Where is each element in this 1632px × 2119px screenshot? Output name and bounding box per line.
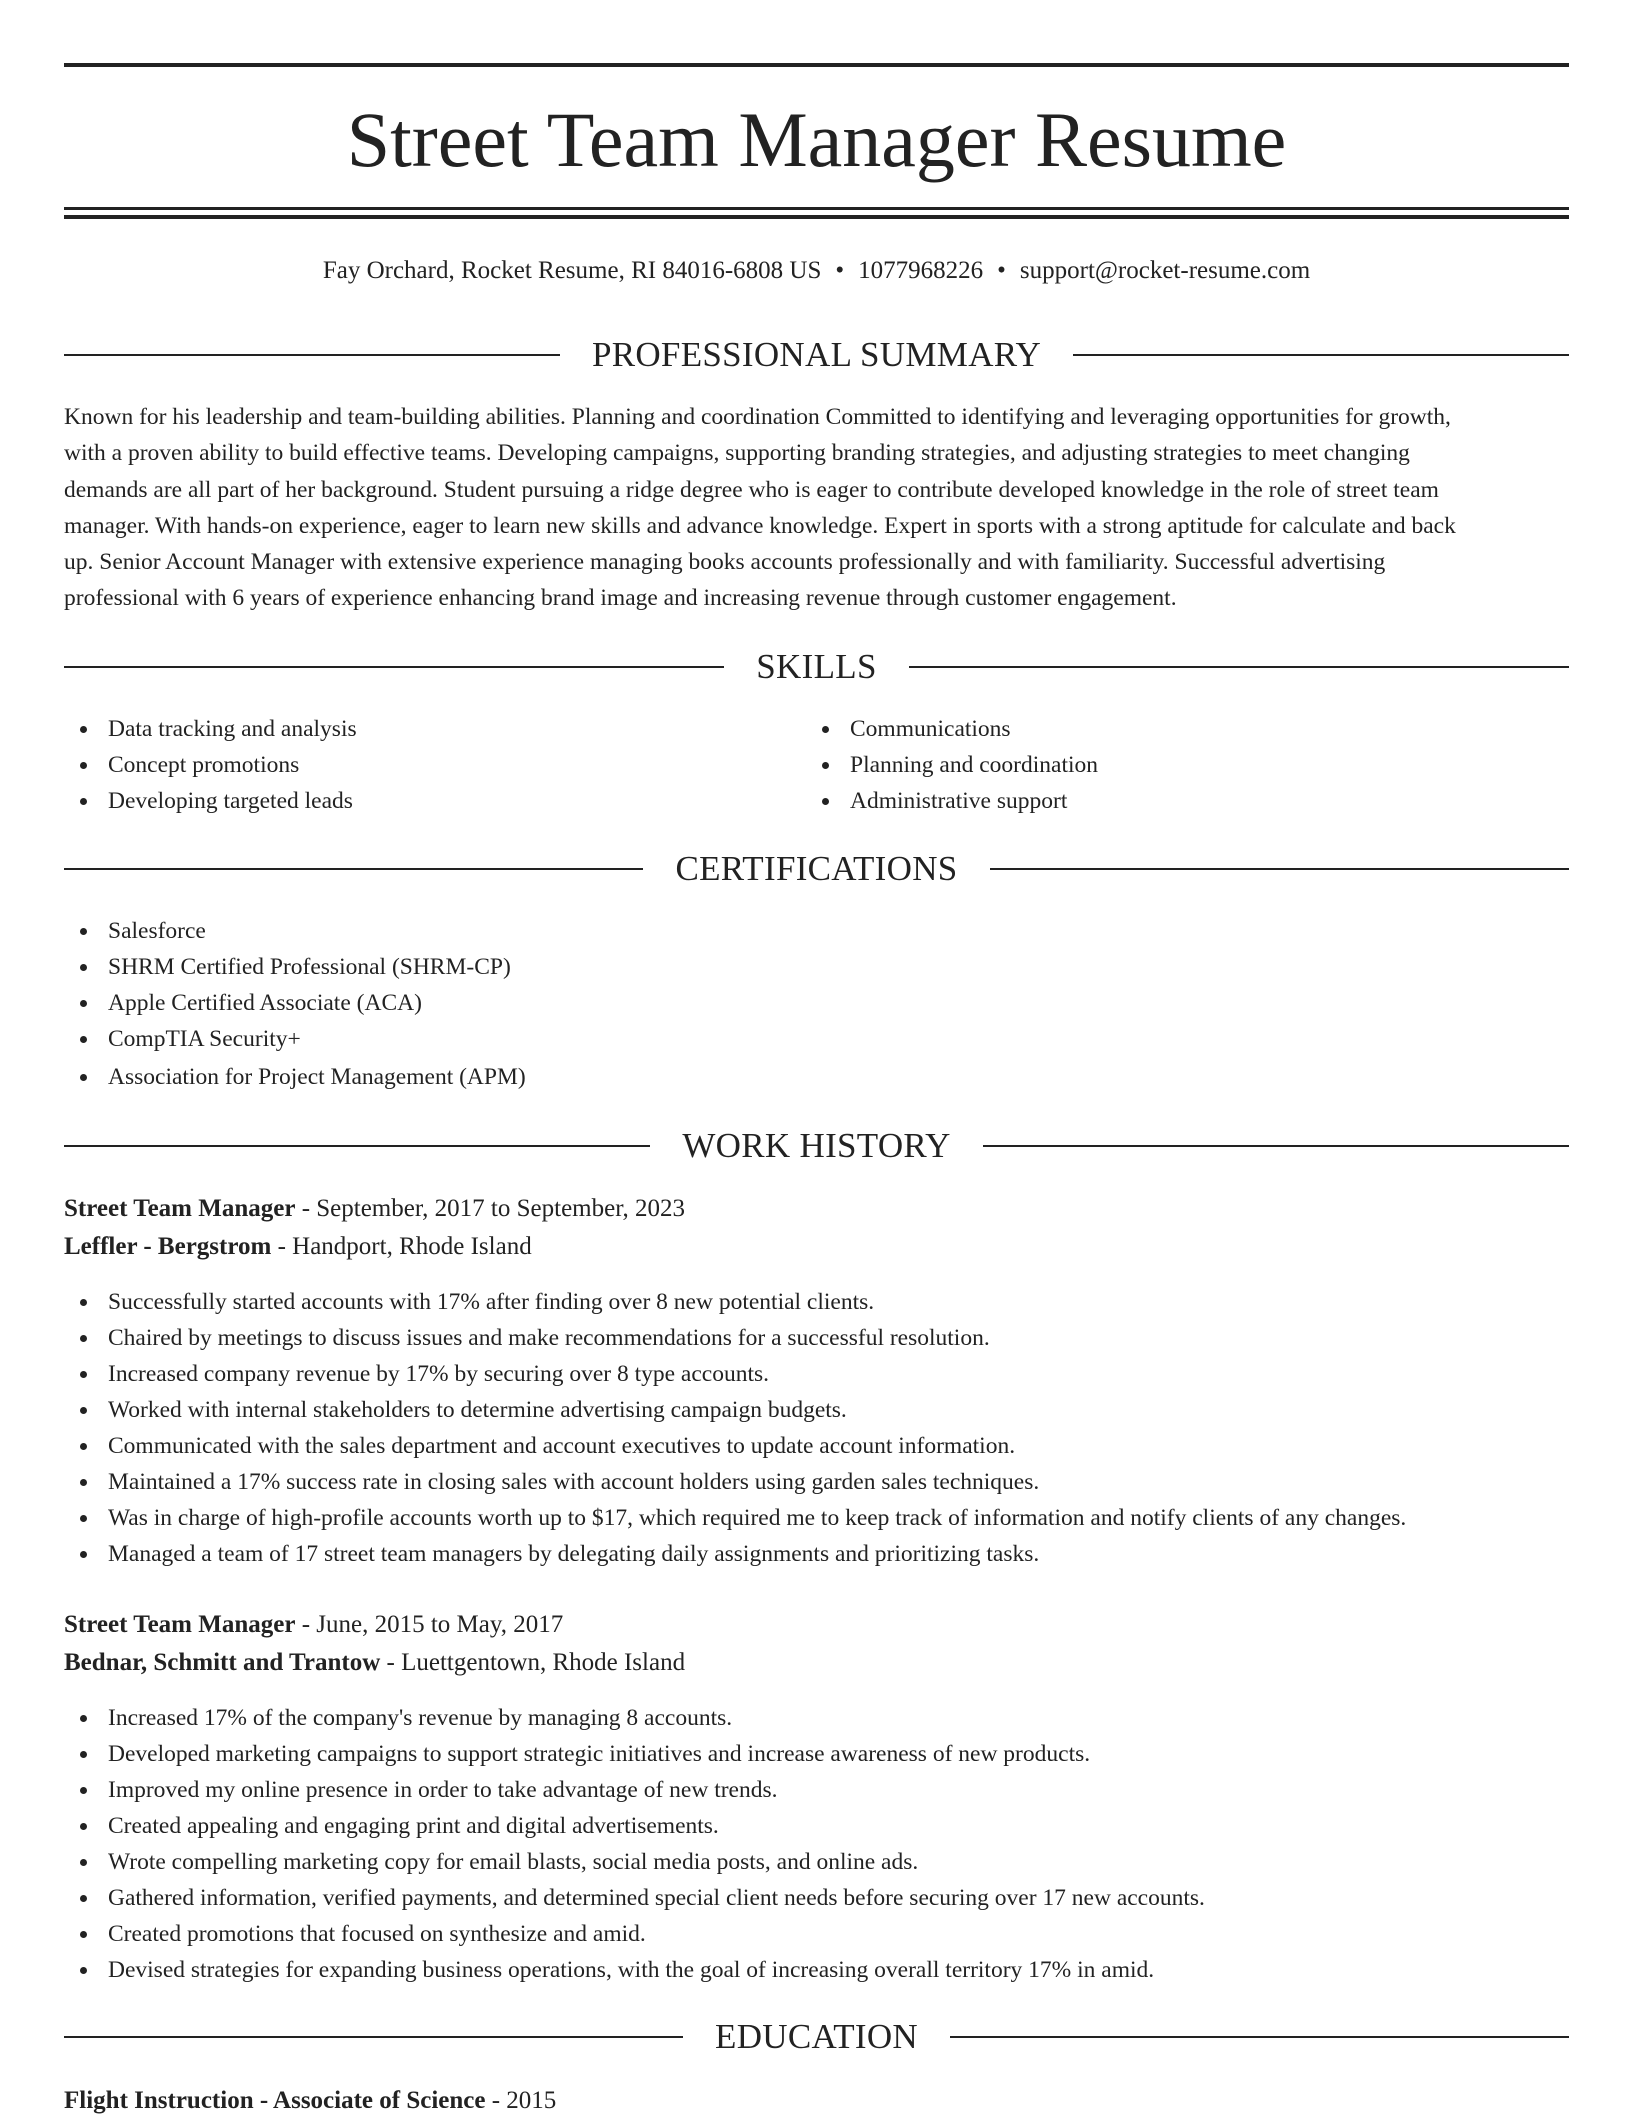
job-bullet: Improved my online presence in order to take advantage of new trends. [64, 1772, 1205, 1808]
section-title: PROFESSIONAL SUMMARY [591, 335, 1042, 374]
section-title: EDUCATION [715, 2017, 918, 2056]
section-header-work-history [64, 1124, 1569, 1168]
skill-item: Administrative support [806, 783, 1506, 819]
job-location: - Luettgentown, Rhode Island [380, 1649, 686, 1676]
section-rule [64, 1145, 650, 1147]
certification-item: SHRM Certified Professional (SHRM-CP) [64, 949, 526, 985]
certification-item: Association for Project Management (APM) [64, 1059, 526, 1095]
skill-item: Data tracking and analysis [64, 711, 764, 747]
job-title-line [64, 1191, 685, 1227]
job-bullet: Created appealing and engaging print and digital advertisements. [64, 1808, 1205, 1844]
summary-text [64, 399, 1569, 617]
job-bullet: Created promotions that focused on synthesize and amid. [64, 1916, 1205, 1952]
job-bullets [64, 1700, 1205, 1988]
section-header-certifications [64, 847, 1569, 891]
summary-line: with a proven ability to build effective teams. Developing campaigns, supporting branding strategies, and adjusting strategies to meet changing [64, 440, 1410, 467]
skills-column-right [806, 711, 1506, 819]
job-bullet: Devised strategies for expanding business operations, with the goal of increasing overall territory 17% in amid. [64, 1952, 1205, 1988]
contact-separator: • [835, 257, 845, 284]
certifications-list [64, 913, 526, 1095]
job-company: Leffler - Bergstrom [64, 1233, 272, 1260]
section-title: CERTIFICATIONS [675, 849, 958, 888]
summary-line: manager. With hands-on experience, eager to learn new skills and advance knowledge. Expert in sports with a strong aptitude for calculate and back [64, 512, 1456, 539]
skill-item: Concept promotions [64, 747, 764, 783]
section-header-skills [64, 645, 1569, 689]
section-rule [64, 666, 724, 668]
job-bullet: Was in charge of high-profile accounts worth up to $17, which required me to keep track of information and notify clients of any changes. [64, 1500, 1406, 1536]
job-bullets [64, 1284, 1406, 1572]
job-dates: - June, 2015 to May, 2017 [295, 1611, 564, 1638]
job-bullet: Increased company revenue by 17% by securing over 8 type accounts. [64, 1356, 1406, 1392]
section-title: SKILLS [756, 647, 877, 686]
section-rule [950, 2036, 1569, 2038]
contact-phone: 1077968226 [858, 257, 984, 284]
job-bullet: Wrote compelling marketing copy for email blasts, social media posts, and online ads. [64, 1844, 1205, 1880]
job-dates: - September, 2017 to September, 2023 [295, 1195, 686, 1222]
job-bullet: Worked with internal stakeholders to determine advertising campaign budgets. [64, 1392, 1406, 1428]
title-double-rule [64, 207, 1569, 219]
section-rule [990, 868, 1569, 870]
certification-item: Apple Certified Associate (ACA) [64, 985, 526, 1021]
job-bullet: Developed marketing campaigns to support strategic initiatives and increase awareness of new products. [64, 1736, 1205, 1772]
skill-item: Planning and coordination [806, 747, 1506, 783]
job-bullet: Communicated with the sales department and account executives to update account information. [64, 1428, 1406, 1464]
section-header-education [64, 2015, 1569, 2059]
skill-item: Developing targeted leads [64, 783, 764, 819]
skill-item: Communications [806, 711, 1506, 747]
contact-separator: • [997, 257, 1006, 284]
section-header-summary [64, 333, 1569, 377]
job-title: Street Team Manager [64, 1611, 296, 1638]
job-bullet: Chaired by meetings to discuss issues and make recommendations for a successful resolution. [64, 1320, 1406, 1356]
job-bullet: Managed a team of 17 street team managers by delegating daily assignments and prioritizing tasks. [64, 1536, 1406, 1572]
top-rule [64, 63, 1569, 67]
summary-line: professional with 6 years of experience enhancing brand image and increasing revenue through customer engagement. [64, 585, 1177, 612]
job-title-line [64, 1607, 563, 1643]
contact-line [64, 255, 1569, 287]
certification-item: CompTIA Security+ [64, 1021, 526, 1057]
job-title: Street Team Manager [64, 1195, 296, 1222]
summary-line: demands are all part of her background. Student pursuing a ridge degree who is eager to contribute developed knowledge in the role of street team [64, 476, 1439, 503]
section-title: WORK HISTORY [682, 1126, 951, 1165]
section-rule [64, 354, 560, 356]
section-rule [64, 868, 643, 870]
resume-title: Street Team Manager Resume [346, 96, 1287, 183]
job-company-line [64, 1229, 532, 1265]
job-bullet: Maintained a 17% success rate in closing sales with account holders using garden sales techniques. [64, 1464, 1406, 1500]
education-degree: Flight Instruction - Associate of Science [64, 2087, 486, 2114]
job-bullet: Gathered information, verified payments, and determined special client needs before securing over 17 new accounts. [64, 1880, 1205, 1916]
contact-email[interactable]: support@rocket-resume.com [1019, 257, 1311, 284]
job-company-line [64, 1645, 685, 1681]
section-rule [909, 666, 1569, 668]
skills-column-left [64, 711, 764, 819]
section-rule [64, 2036, 683, 2038]
certification-item: Salesforce [64, 913, 526, 949]
education-line [64, 2083, 556, 2119]
job-bullet: Increased 17% of the company's revenue by managing 8 accounts. [64, 1700, 1205, 1736]
job-bullet: Successfully started accounts with 17% after finding over 8 new potential clients. [64, 1284, 1406, 1320]
contact-address: Fay Orchard, Rocket Resume, RI 84016-6808 US [322, 257, 822, 284]
summary-line: up. Senior Account Manager with extensive experience managing books accounts professionally and with familiarity. Successful advertising [64, 549, 1386, 576]
job-company: Bednar, Schmitt and Trantow [64, 1649, 381, 1676]
education-year: - 2015 [485, 2087, 557, 2114]
summary-line: Known for his leadership and team-building abilities. Planning and coordination Committed to identifying and leveraging opportunities for growth, [64, 404, 1451, 430]
job-location: - Handport, Rhode Island [271, 1233, 532, 1260]
section-rule [1073, 354, 1569, 356]
section-rule [983, 1145, 1569, 1147]
